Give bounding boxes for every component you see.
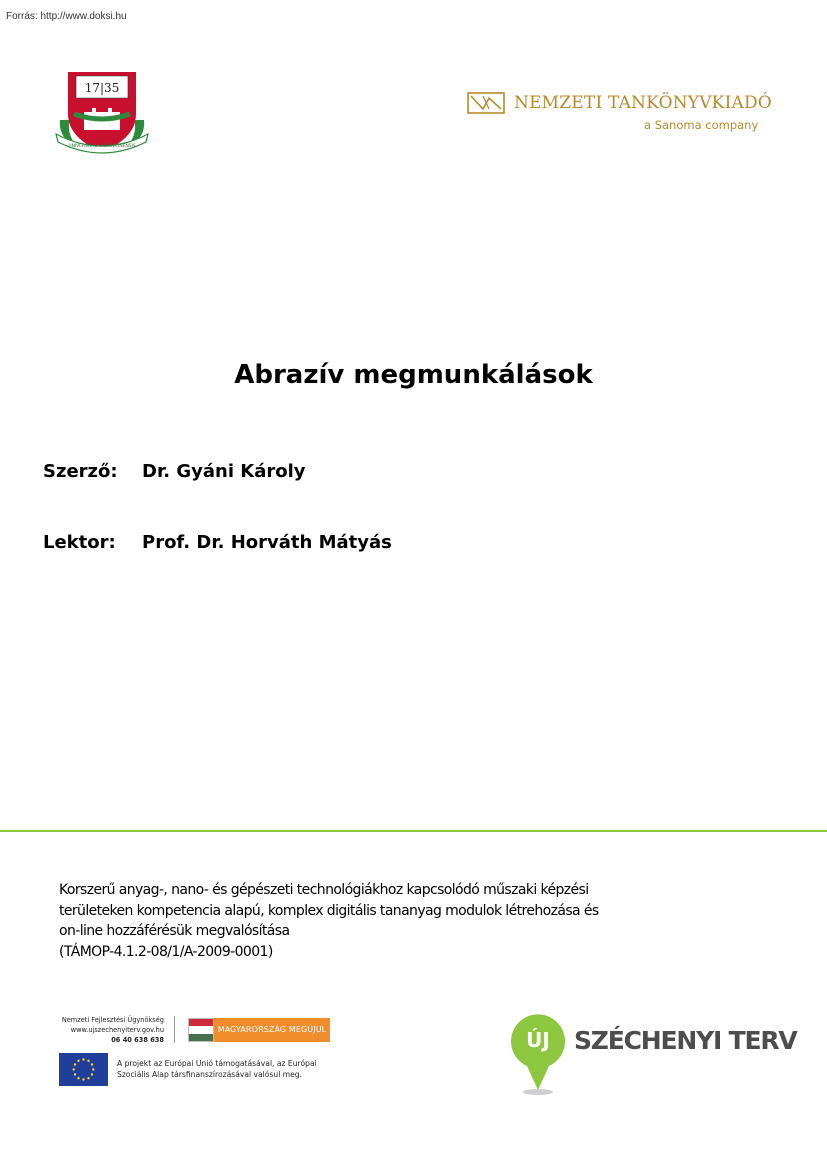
footer-separator — [174, 1016, 175, 1043]
document-title: Abrazív megmunkálások — [234, 360, 593, 390]
project-description — [59, 880, 659, 962]
uj-badge-text: ÚJ — [526, 1028, 550, 1052]
author-name: Dr. Gyáni Károly — [142, 461, 306, 482]
agency-info — [59, 1015, 164, 1045]
crest-motto: UNIVERSITAS MISKOLCINENSIS — [68, 144, 136, 149]
eu-line: Szociális Alap társfinanszírozásával valósul meg. — [117, 1070, 303, 1079]
publisher-subtitle: a Sanoma company — [644, 118, 759, 132]
author-label: Szerző: — [43, 461, 118, 482]
agency-name: Nemzeti Fejlesztési Ügynökség — [61, 1016, 164, 1024]
agency-phone: 06 40 638 638 — [111, 1036, 164, 1044]
project-code: (TÁMOP-4.1.2-08/1/A-2009-0001) — [59, 943, 273, 960]
project-line: Korszerű anyag-, nano- és gépészeti technológiákhoz kapcsolódó műszaki képzési — [59, 882, 589, 898]
divider-line — [0, 830, 827, 832]
eu-funding-note — [117, 1058, 317, 1080]
uj-szechenyi-pin-icon — [505, 1010, 571, 1096]
crest-year: 17|35 — [84, 81, 120, 95]
reviewer-row — [43, 532, 392, 553]
project-line: on-line hozzáférésük megvalósítása — [59, 923, 290, 939]
publisher-book-icon — [467, 92, 505, 114]
hungarian-flag-icon — [188, 1018, 214, 1042]
publisher-name: NEMZETI TANKÖNYVKIADÓ — [514, 93, 772, 113]
agency-url: www.ujszechenyiterv.gov.hu — [70, 1026, 164, 1034]
eu-flag-icon — [59, 1053, 108, 1086]
project-line: területeken kompetencia alapú, komplex digitális tananyag modulok létrehozása és — [59, 902, 599, 919]
renewal-banner: MAGYARORSZÁG MEGÚJUL — [214, 1018, 330, 1042]
source-line: Forrás: http://www.doksi.hu — [6, 11, 127, 22]
szechenyi-terv-text: SZÉCHENYI TERV — [574, 1026, 797, 1055]
author-row — [43, 461, 306, 482]
reviewer-label: Lektor: — [43, 532, 116, 553]
university-crest-logo — [54, 68, 150, 160]
reviewer-name: Prof. Dr. Horváth Mátyás — [142, 532, 392, 553]
eu-line: A projekt az Európai Unió támogatásával, az Európai — [117, 1059, 317, 1068]
